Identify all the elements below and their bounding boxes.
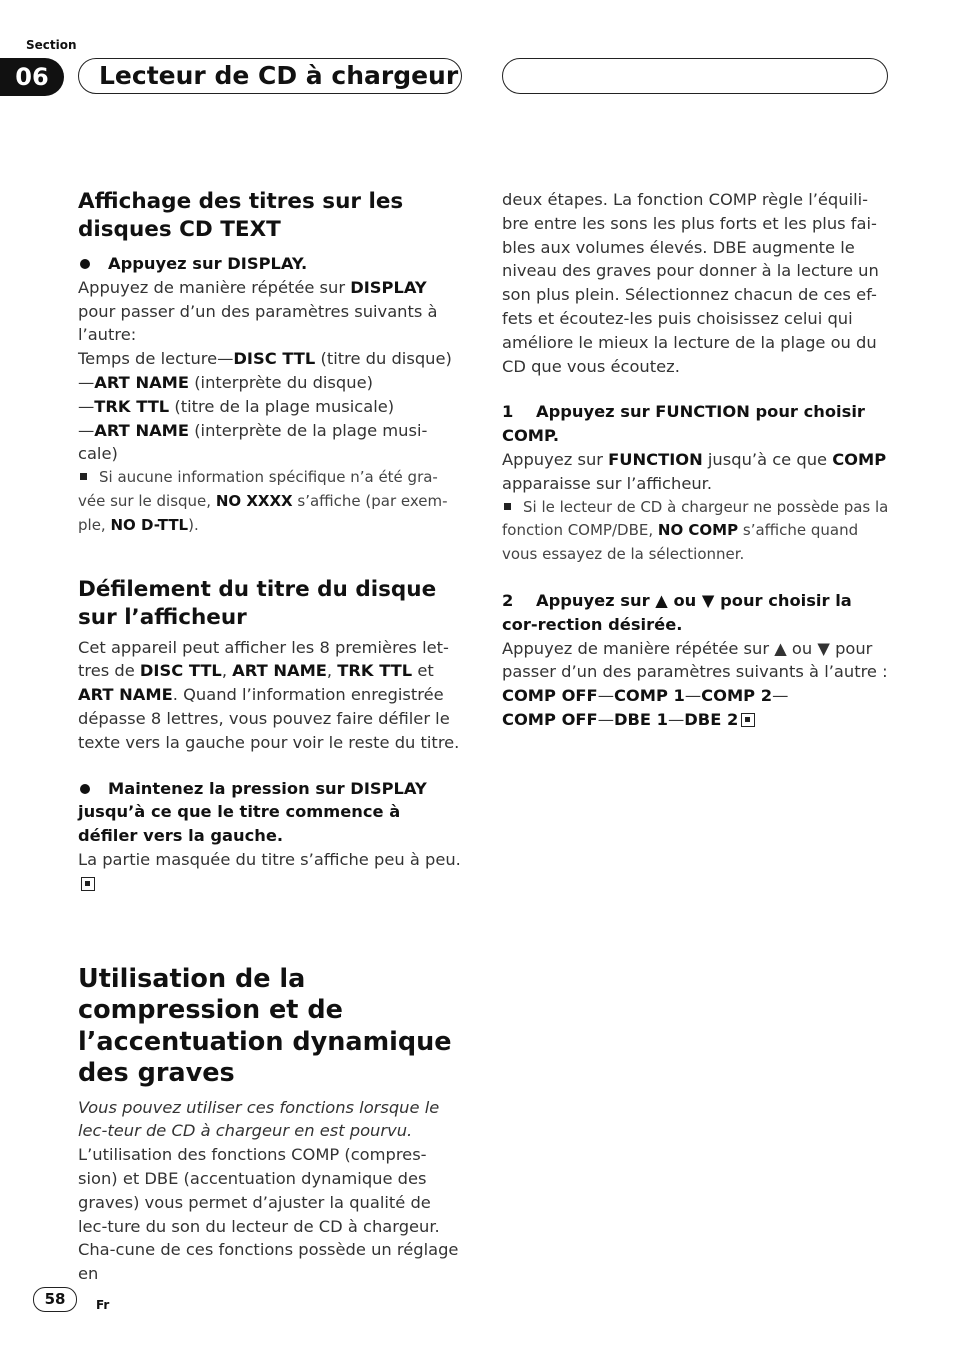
empty-title-box [502,58,888,94]
paragraph-comp-dbe: L’utilisation des fonctions COMP (compres-sion) et DBE (accentuation dynamique des graves) vous permet d’ajuster la qualité de lec-ture du son du lecteur de CD à chargeur. Cha-cune de ces fonctions possède un réglage en [78,1145,459,1284]
paragraph-two-steps: deux étapes. La fonction COMP règle l’équili-bre entre les sons les plus forts et les plus fai-bles aux volumes élevés. DBE augmente le niveau des graves pour donner à la lecture un son plus plein. Sélectionnez chacun de ces ef-fets et écoutez-les puis choisissez celui qui améliore le mieux la lecture de la plage ou du CD que vous écoutez. [502,190,879,376]
heading-compression: Utilisation de la compression et de l’accentuation dynamique des graves [78,963,452,1089]
chapter-title-box [78,58,462,94]
note-bullet-icon [80,473,87,480]
left-column [78,188,462,1286]
step-1-function: 1 Appuyez sur FUNCTION pour choisir COMP. [502,402,871,446]
sequence-comp: COMP OFF—COMP 1—COMP 2— [502,686,789,706]
paragraph-arrows: Appuyez de manière répétée sur ▲ ou ▼ pour passer d’un des paramètres suivants à l’autre : [502,638,888,682]
sequence-dbe: COMP OFF—DBE 1—DBE 2 [502,708,890,732]
bullet-icon [80,259,90,269]
step-2-correction: 2 Appuyez sur ▲ ou ▼ pour choisir la cor-rection désirée. [502,590,858,634]
note-no-comp: Si le lecteur de CD à chargeur ne possède pas la fonction COMP/DBE, NO COMP s’affiche quand vous essayez de la sélectionner. [502,497,889,564]
heading-scroll-title: Défilement du titre du disque sur l’afficheur [78,576,437,630]
right-column [502,188,890,732]
step-press-display: Appuyez sur DISPLAY. [78,252,462,276]
sequence-line: —TRK TTL (titre de la plage musicale) [78,396,395,416]
note-bullet-icon [504,503,511,510]
bullet-icon [80,784,90,794]
sequence-line: Temps de lecture—DISC TTL (titre du disque) [78,349,452,369]
paragraph-italic-intro: Vous pouvez utiliser ces fonctions lorsque le lec-teur de CD à chargeur en est pourvu. [78,1097,440,1141]
sequence-line: —ART NAME (interprète de la plage musi-cale) [78,420,428,464]
step-hold-display: Maintenez la pression sur DISPLAY jusqu’à ce que le titre commence à défiler vers la gauche. [78,778,427,846]
heading-cd-text: Affichage des titres sur les disques CD TEXT [78,189,404,242]
paragraph-function: Appuyez sur FUNCTION jusqu’à ce que COMP apparaisse sur l’afficheur. [502,449,887,493]
note-no-info: Si aucune information spécifique n’a été gra-vée sur le disque, NO XXXX s’affiche (par exem-ple, NO D-TTL). [78,468,448,534]
section-number: 06 [0,58,64,96]
paragraph-display: Appuyez de manière répétée sur DISPLAY pour passer d’un des paramètres suivants à l’autre: [78,277,438,345]
section-label: Section [26,38,77,52]
chapter-title: Lecteur de CD à chargeur [99,61,459,90]
paragraph-scroll: Cet appareil peut afficher les 8 premières let-tres de DISC TTL, ART NAME, TRK TTL et ART NAME. Quand l’information enregistrée dépasse 8 lettres, vous pouvez faire défiler le texte vers la gauche pour voir le reste du titre. [78,637,460,752]
end-mark-icon [741,713,755,727]
end-mark-icon [81,877,95,891]
page-number: 58 [33,1287,77,1312]
language-code: Fr [96,1298,110,1312]
sequence-line: —ART NAME (interprète du disque) [78,372,373,392]
paragraph-masked: La partie masquée du titre s’affiche peu à peu. [78,848,462,896]
